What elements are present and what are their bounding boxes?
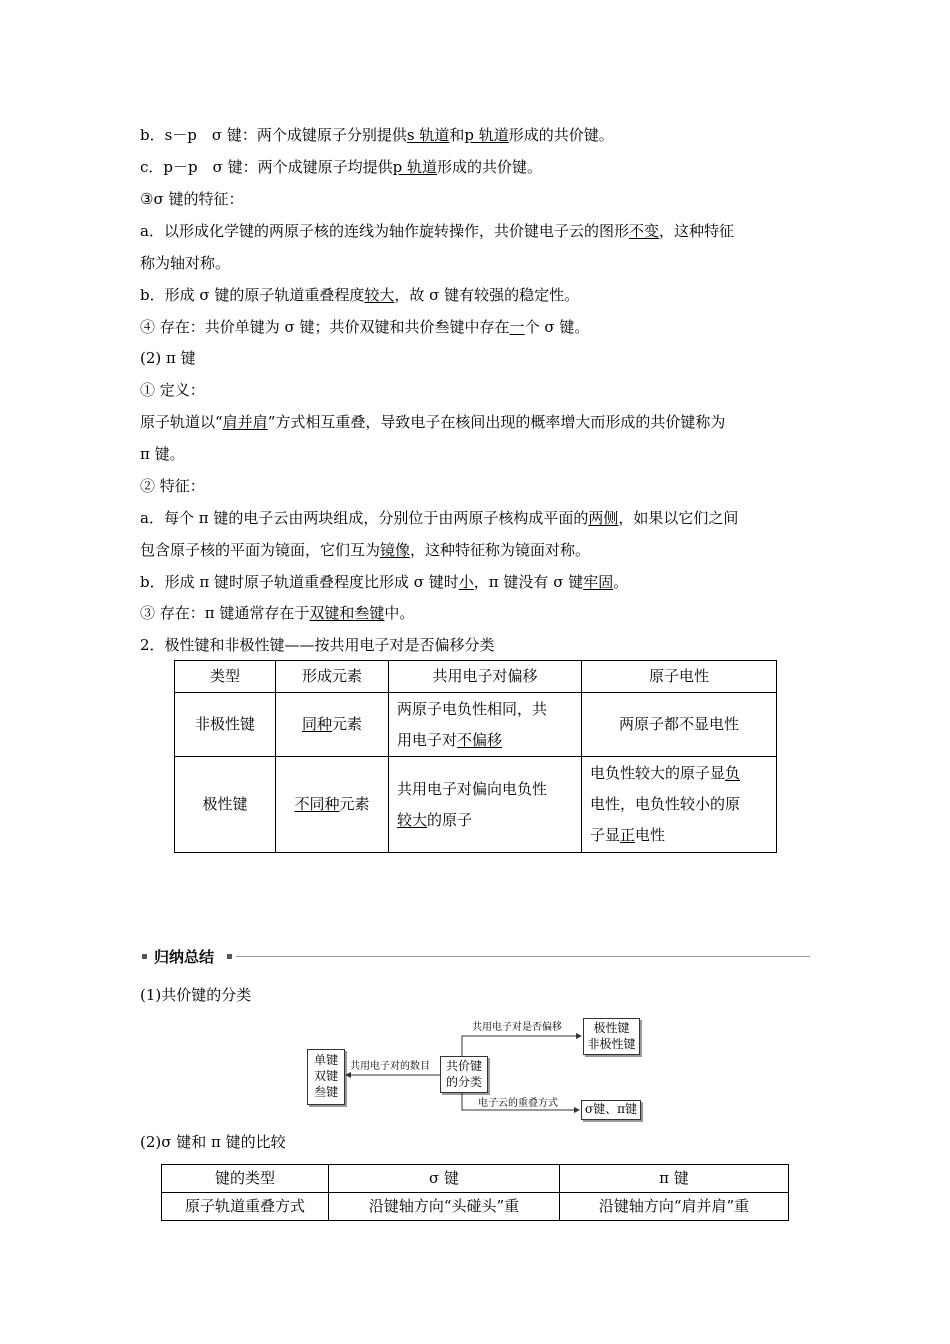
text: 共用电子对偏向电负性 — [397, 779, 548, 798]
box-text: 非极性键 — [587, 1037, 636, 1051]
answer-blank: 一 — [509, 318, 525, 336]
cell: 沿键轴方向“肩并肩”重 — [560, 1193, 789, 1221]
answer-blank: 负 — [725, 764, 741, 782]
table-header-row — [162, 1165, 789, 1193]
line-sp-sigma — [140, 126, 614, 144]
text: 形成的共价键。 — [437, 158, 543, 176]
text: 元素 — [332, 715, 363, 733]
bullet-square — [227, 954, 232, 959]
diagram-arrows — [300, 1010, 650, 1130]
header-cell: 形成元素 — [276, 661, 389, 693]
text: b．s－p σ 键：两个成键原子分别提供 — [140, 126, 407, 144]
answer-blank: p 轨道 — [464, 126, 509, 144]
answer-blank: 镜像 — [380, 541, 411, 559]
header-cell: 共用电子对偏移 — [389, 661, 582, 693]
sigma-feature-heading: ③σ 键的特征： — [140, 190, 244, 208]
summary-title: 归纳总结 — [154, 948, 215, 966]
answer-blank: p 轨道 — [392, 158, 437, 176]
text: ④ 存在：共价单键为 σ 键；共价双键和共价叁键中存在 — [140, 318, 510, 336]
text: 两原子电负性相同，共 — [397, 699, 548, 718]
label-pair-shift: 共用电子对是否偏移 — [472, 1022, 562, 1033]
line-pi-definition-2: π 键。 — [140, 445, 185, 463]
cell: 沿键轴方向“头碰头”重 — [329, 1193, 560, 1221]
cell-type: 非极性键 — [175, 693, 276, 757]
pi-heading: (2) π 键 — [140, 349, 196, 367]
label-overlap-mode: 电子云的重叠方式 — [478, 1098, 558, 1109]
text: ，如果以它们之间 — [618, 509, 739, 527]
box-text: 单键 — [313, 1053, 338, 1067]
text: a．以形成化学键的两原子核的连线为轴作旋转操作，共价键电子云的图形 — [140, 222, 629, 240]
text: 电负性较大的原子显 — [590, 764, 726, 782]
cell-charge — [582, 757, 777, 853]
text: 电性 — [635, 826, 666, 844]
text: ，故 σ 键有较强的稳定性。 — [394, 286, 580, 304]
table-row — [162, 1193, 789, 1221]
line-sigma-stability — [140, 286, 579, 304]
sigma-pi-comparison-table — [161, 1164, 789, 1221]
header-cell: 类型 — [175, 661, 276, 693]
line-mirror-2 — [140, 541, 590, 559]
definition-heading: ① 定义： — [140, 381, 205, 399]
cell: 原子轨道重叠方式 — [162, 1193, 329, 1221]
text: ，π 键没有 σ 键 — [473, 573, 584, 591]
answer-blank: 较大 — [397, 810, 428, 829]
text: 和 — [449, 126, 465, 144]
box-text: 叁键 — [313, 1085, 338, 1099]
text: 。 — [613, 573, 629, 591]
text: 的原子 — [427, 810, 473, 829]
bullet-square — [142, 954, 147, 959]
text: b．形成 π 键时原子轨道重叠程度比形成 σ 键时 — [140, 573, 459, 591]
header-cell: 键的类型 — [162, 1165, 329, 1193]
label-electron-pair-count: 共用电子对的数目 — [350, 1061, 430, 1072]
text: c．p－p σ 键：两个成键原子均提供 — [140, 158, 393, 176]
summary-item-1: (1)共价键的分类 — [140, 986, 252, 1004]
answer-blank: 不同种 — [294, 795, 340, 813]
text: 用电子对 — [397, 730, 458, 749]
header-cell: π 键 — [560, 1165, 789, 1193]
text: 子显 — [590, 826, 621, 844]
cell-charge: 两原子都不显电性 — [582, 693, 777, 757]
summary-section-header — [140, 947, 810, 967]
text: ，这种特征称为镜面对称。 — [410, 541, 591, 559]
text: 元素 — [339, 795, 370, 813]
divider — [236, 956, 810, 957]
feature-heading-2: ② 特征： — [140, 477, 205, 495]
answer-blank: 牢固 — [583, 573, 614, 591]
text: ③ 存在：π 键通常存在于 — [140, 604, 310, 622]
text: 包含原子核的平面为镜面，它们互为 — [140, 541, 381, 559]
table-header-row — [175, 661, 777, 693]
table-row — [175, 693, 777, 757]
answer-blank: 较大 — [364, 286, 395, 304]
line-pp-sigma — [140, 158, 542, 176]
text: 形成的共价键。 — [508, 126, 614, 144]
summary-item-2: (2)σ 键和 π 键的比较 — [140, 1133, 286, 1151]
text: b．形成 σ 键的原子轨道重叠程度 — [140, 286, 365, 304]
header-cell: 原子电性 — [582, 661, 777, 693]
box-text: 双键 — [313, 1069, 338, 1083]
answer-blank: s 轨道 — [406, 126, 450, 144]
answer-blank: 双键和叁键 — [309, 604, 385, 622]
answer-blank: 正 — [620, 826, 636, 844]
section-2-heading: 2．极性键和非极性键——按共用电子对是否偏移分类 — [140, 636, 495, 654]
line-sigma-existence — [140, 318, 589, 336]
box-text: 的分类 — [445, 1075, 482, 1089]
line-axial-symmetry-2: 称为轴对称。 — [140, 254, 231, 272]
line-pi-strength — [140, 573, 628, 591]
box-text: σ键、π键 — [584, 1102, 638, 1116]
text: 电性，电负性较小的原 — [590, 795, 741, 813]
answer-blank: 小 — [458, 573, 474, 591]
table-row — [175, 757, 777, 853]
cell-shift — [389, 693, 582, 757]
text: ，这种特征 — [658, 222, 734, 240]
cell-element — [276, 757, 389, 853]
line-mirror-1 — [140, 509, 738, 527]
header-cell: σ 键 — [329, 1165, 560, 1193]
answer-blank: 肩并肩 — [222, 413, 268, 431]
text: 个 σ 键。 — [524, 318, 590, 336]
text: a．每个 π 键的电子云由两块组成，分别位于由两原子核构成平面的 — [140, 509, 589, 527]
answer-blank: 不偏移 — [457, 730, 503, 749]
cell-shift — [389, 757, 582, 853]
text: 中。 — [384, 604, 415, 622]
box-text: 极性键 — [593, 1021, 630, 1035]
answer-blank: 同种 — [301, 715, 332, 733]
cell-element — [276, 693, 389, 757]
text: 原子轨道以“ — [140, 413, 223, 431]
cell-type: 极性键 — [175, 757, 276, 853]
box-text: 共价键 — [445, 1059, 482, 1073]
line-pi-existence — [140, 604, 414, 622]
line-pi-definition — [140, 413, 725, 431]
answer-blank: 两侧 — [588, 509, 619, 527]
text: ”方式相互重叠，导致电子在核间出现的概率增大而形成的共价键称为 — [267, 413, 726, 431]
line-axial-symmetry — [140, 222, 734, 240]
answer-blank: 不变 — [628, 222, 659, 240]
polarity-table — [174, 660, 777, 853]
